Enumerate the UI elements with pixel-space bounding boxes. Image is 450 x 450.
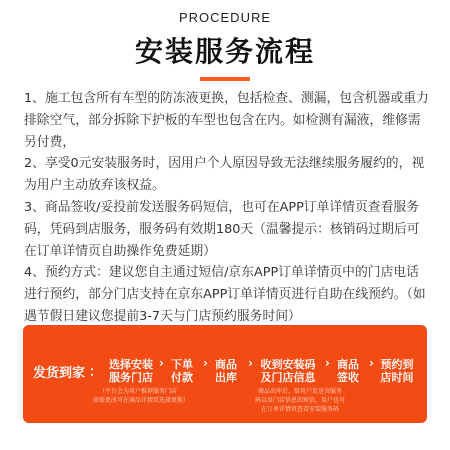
flow-arrow-icon: › [369, 356, 374, 370]
flow-step-line: 出库 [215, 371, 237, 384]
flow-note-service-code [245, 387, 355, 414]
flow-start-colon: ： [89, 365, 103, 380]
flow-step-line: 服务门店 [109, 371, 153, 384]
flow-step-line: 签收 [337, 371, 359, 384]
terms-paragraph-1: 1、施工包含所有车型的防冻液更换，包括检查、测漏，包含机器或重力排除空气，部分拆除下护板的车型也包含在内。如检测有漏液，维修需另付费， [24, 91, 429, 150]
flow-step-line: 商品 [337, 358, 359, 371]
terms-paragraph-3: 3、商品签收/妥投前发送服务码短信，也可在APP订单详情页查看服务码，凭码到店服务，服务码有效期180天（温馨提示：核销码过期后可在订单详情页自助操作免费延期） [24, 199, 420, 259]
flow-note-line: 商品出库后，给用户发送含服务 [257, 388, 342, 395]
flow-step-line: 店时间 [380, 371, 414, 384]
terms-text [24, 88, 430, 328]
flow-arrow-icon: › [248, 356, 253, 370]
flow-step-line: 收到安装码 [260, 358, 316, 371]
terms-paragraph-4: 4、预约方式：建议您自主通过短信/京东APP订单详情页中的门店电话进行预约，部分门店支持在京东APP订单详情页进行自助在线预约。（如遇节假日建议您提前3-7天与门店预约服务时间） [24, 265, 426, 324]
flow-step-line: 商品 [215, 358, 237, 371]
flow-note-line: （平台会为用户推荐服务门店 [98, 388, 177, 395]
flow-note-store-recommendation [93, 387, 190, 405]
flow-arrow-icon: › [203, 356, 208, 370]
flow-start-label: 发货到家 [33, 366, 86, 381]
flow-note-line: 在订单详情页查看安装服务码 [260, 406, 339, 413]
flow-step-receive-code [254, 358, 322, 384]
flow-step-line: 下单 [171, 358, 193, 371]
service-flow-panel [23, 325, 427, 423]
flow-arrow-icon: › [159, 356, 164, 370]
flow-note-line: 码以及门店信息的短信，用户也可 [254, 397, 345, 404]
flow-step-line: 选择安装 [109, 358, 153, 371]
title-underline [200, 77, 250, 81]
flow-note-line: 如需更改可在商品详情页选择更换） [93, 397, 190, 404]
flow-step-line: 预约到 [380, 358, 414, 371]
flow-step-place-order [165, 358, 199, 384]
flow-step-line: 及门店信息 [260, 371, 316, 384]
flow-arrow-icon: › [325, 356, 330, 370]
flow-step-dispatch [209, 358, 243, 384]
procedure-eyebrow: PROCEDURE [178, 10, 272, 25]
page-title: 安装服务流程 [134, 35, 315, 68]
flow-step-book-visit [375, 358, 419, 384]
flow-step-sign-for-goods [331, 358, 365, 384]
terms-paragraph-2: 2、享受0元安装服务时，因用户个人原因导致无法继续服务履约的，视为用户主动放弃该权益。 [24, 156, 425, 194]
flow-step-line: 付款 [171, 371, 193, 384]
flow-step-select-store [105, 358, 157, 384]
